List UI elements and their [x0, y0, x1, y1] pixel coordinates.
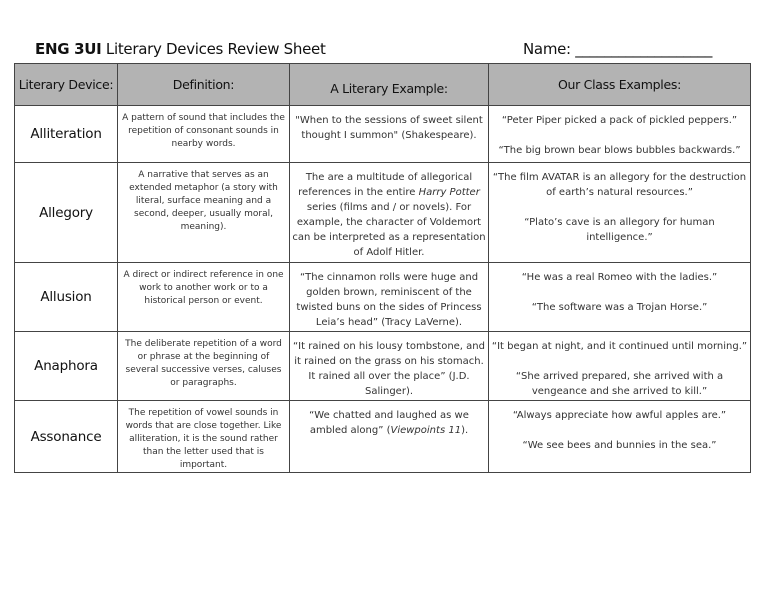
- column-header-definition: Definition:: [118, 64, 290, 106]
- device-name: Anaphora: [15, 332, 118, 401]
- class-example: “The big brown bear blows bubbles backwards.”: [498, 145, 741, 156]
- class-examples: [489, 106, 751, 163]
- class-example: “The film AVATAR is an allegory for the destruction of earth’s natural resources.”: [492, 172, 747, 198]
- literary-example: “It rained on his lousy tombstone, and it rained on the grass on his stomach. It rained all over the place” (J.D. Salinger).: [290, 332, 489, 401]
- table-row: [15, 106, 751, 163]
- literary-example: "When to the sessions of sweet silent thought I summon" (Shakespeare).: [290, 106, 489, 163]
- literary-example-source: Viewpoints 11: [390, 425, 462, 436]
- class-example: “Peter Piper picked a pack of pickled peppers.”: [501, 115, 738, 126]
- sheet-title-text: Literary Devices Review Sheet: [105, 40, 326, 58]
- class-example: “We see bees and bunnies in the sea.”: [522, 440, 717, 451]
- table-row: [15, 263, 751, 332]
- literary-example: “The cinnamon rolls were huge and golden brown, reminiscent of the twisted buns on the sides of Princess Leia’s head” (Tracy LaVerne).: [290, 263, 489, 332]
- device-name: Allegory: [15, 163, 118, 263]
- device-name: Allusion: [15, 263, 118, 332]
- class-example: “It began at night, and it continued until morning.”: [491, 341, 748, 352]
- class-example: “He was a real Romeo with the ladies.”: [521, 272, 718, 283]
- table-row: [15, 332, 751, 401]
- literary-example: [290, 401, 489, 473]
- class-example: “She arrived prepared, she arrived with a vengeance and she arrived to kill.”: [515, 371, 724, 397]
- class-examples: [489, 263, 751, 332]
- column-header-literary-example: A Literary Example:: [290, 64, 489, 106]
- literary-example-text: series (films and / or novels). For example, the character of Voldemort can be interpreted as a representation of Adolf Hitler.: [292, 202, 486, 258]
- literary-example-text: ).: [461, 425, 469, 436]
- class-example: “Always appreciate how awful apples are.”: [512, 410, 727, 421]
- literary-example-text: “We chatted and laughed as we ambled along” (: [309, 410, 469, 436]
- column-header-class-examples: Our Class Examples:: [489, 64, 751, 106]
- class-example: “The software was a Trojan Horse.”: [531, 302, 708, 313]
- literary-example-title: Harry Potter: [418, 187, 480, 198]
- literary-devices-table: [14, 63, 751, 473]
- sheet-title: [35, 40, 326, 58]
- class-examples: [489, 332, 751, 401]
- class-examples: [489, 163, 751, 263]
- class-examples: [489, 401, 751, 473]
- table-header-row: [15, 64, 751, 106]
- device-name: Assonance: [15, 401, 118, 473]
- class-example: “Plato’s cave is an allegory for human intelligence.”: [524, 217, 715, 243]
- definition: The deliberate repetition of a word or phrase at the beginning of several successive verses, caluses or paragraphs.: [118, 332, 290, 401]
- table-row: [15, 401, 751, 473]
- device-name: Alliteration: [15, 106, 118, 163]
- name-field: Name: ___________________: [523, 40, 713, 58]
- definition: A direct or indirect reference in one work to another work or to a historical person or event.: [118, 263, 290, 332]
- column-header-device: Literary Device:: [15, 64, 118, 106]
- literary-example-text: The are a multitude of allegorical references in the entire: [298, 172, 473, 198]
- table-row: [15, 163, 751, 263]
- definition: A narrative that serves as an extended metaphor (a story with literal, surface meaning and a second, deeper, usually moral, meaning).: [118, 163, 290, 263]
- course-code: ENG 3UI: [35, 40, 102, 58]
- literary-example: [290, 163, 489, 263]
- definition: The repetition of vowel sounds in words that are close together. Like alliteration, it is the sound rather than the letter used that is important.: [118, 401, 290, 473]
- definition: A pattern of sound that includes the repetition of consonant sounds in nearby words.: [118, 106, 290, 163]
